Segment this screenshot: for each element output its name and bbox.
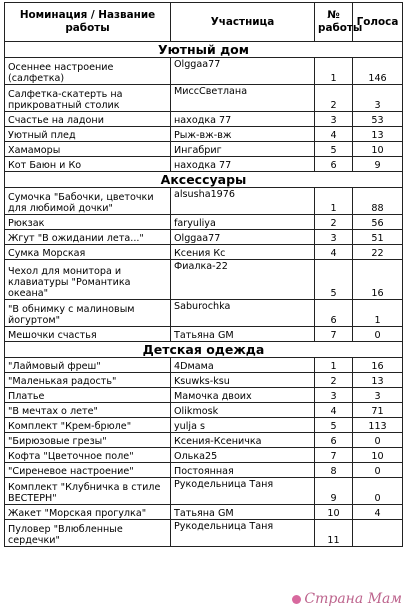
votes-cell: 16 [353, 260, 403, 300]
section-row [5, 172, 403, 188]
work-title-cell: Осеннее настроение (салфетка) [5, 58, 171, 85]
participant-cell: МиссСветлана [171, 85, 315, 112]
table-row [5, 85, 403, 112]
work-title-cell: "Бирюзовые грезы" [5, 433, 171, 448]
votes-cell: 56 [353, 215, 403, 230]
work-number-cell: 1 [315, 188, 353, 215]
table-row [5, 388, 403, 403]
table-row [5, 245, 403, 260]
table-row [5, 463, 403, 478]
work-number-cell: 1 [315, 58, 353, 85]
work-title-cell: Пуловер "Влюбленные сердечки" [5, 520, 171, 547]
votes-cell: 53 [353, 112, 403, 127]
work-number-cell: 11 [315, 520, 353, 547]
votes-cell: 0 [353, 327, 403, 342]
participant-cell: Olggaa77 [171, 58, 315, 85]
participant-cell: Ksuwks-ksu [171, 373, 315, 388]
votes-cell: 51 [353, 230, 403, 245]
section-title: Детская одежда [5, 342, 403, 358]
work-title-cell: "В мечтах о лете" [5, 403, 171, 418]
site-watermark: Страна Мам [292, 591, 402, 607]
table-row [5, 300, 403, 327]
participant-cell: Olikmosk [171, 403, 315, 418]
work-title-cell: Сумочка "Бабочки, цветочки для любимой дочки" [5, 188, 171, 215]
participant-cell: Мамочка двоих [171, 388, 315, 403]
work-title-cell: Счастье на ладони [5, 112, 171, 127]
section-title: Уютный дом [5, 42, 403, 58]
participant-cell: faryuliya [171, 215, 315, 230]
table-row [5, 260, 403, 300]
work-number-cell: 6 [315, 300, 353, 327]
table-row [5, 142, 403, 157]
work-title-cell: "Маленькая радость" [5, 373, 171, 388]
table-row [5, 418, 403, 433]
work-number-cell: 10 [315, 505, 353, 520]
table-body [5, 42, 403, 547]
participant-cell: Олька25 [171, 448, 315, 463]
table-row [5, 215, 403, 230]
votes-cell: 10 [353, 142, 403, 157]
participant-cell: Рыж-вж-вж [171, 127, 315, 142]
votes-cell: 10 [353, 448, 403, 463]
work-title-cell: Жгут "В ожидании лета..." [5, 230, 171, 245]
work-title-cell: Платье [5, 388, 171, 403]
participant-cell: Постоянная [171, 463, 315, 478]
participant-cell: находка 77 [171, 112, 315, 127]
work-number-cell: 5 [315, 142, 353, 157]
work-number-cell: 3 [315, 388, 353, 403]
work-number-cell: 4 [315, 403, 353, 418]
work-number-cell: 6 [315, 157, 353, 172]
table-row [5, 520, 403, 547]
work-number-cell: 2 [315, 373, 353, 388]
votes-cell: 0 [353, 478, 403, 505]
work-number-cell: 3 [315, 230, 353, 245]
work-title-cell: Сумка Морская [5, 245, 171, 260]
votes-cell: 113 [353, 418, 403, 433]
votes-cell: 146 [353, 58, 403, 85]
table-row [5, 157, 403, 172]
table-row [5, 478, 403, 505]
work-number-cell: 8 [315, 463, 353, 478]
work-title-cell: Кот Баюн и Ко [5, 157, 171, 172]
heart-logo-icon [292, 595, 301, 604]
table-row [5, 188, 403, 215]
participant-cell: Ингабриг [171, 142, 315, 157]
votes-cell: 16 [353, 358, 403, 373]
table-row [5, 327, 403, 342]
work-title-cell: Мешочки счастья [5, 327, 171, 342]
work-title-cell: Кофта "Цветочное поле" [5, 448, 171, 463]
votes-cell [353, 520, 403, 547]
work-title-cell: "Сиреневое настроение" [5, 463, 171, 478]
table-row [5, 112, 403, 127]
participant-cell: Ксения-Ксеничка [171, 433, 315, 448]
participant-cell: Татьяна GM [171, 505, 315, 520]
participant-cell: Фиалка-22 [171, 260, 315, 300]
work-number-cell: 1 [315, 358, 353, 373]
work-number-cell: 7 [315, 327, 353, 342]
participant-cell: yulja s [171, 418, 315, 433]
votes-cell: 88 [353, 188, 403, 215]
table-row [5, 433, 403, 448]
votes-cell: 13 [353, 127, 403, 142]
votes-cell: 0 [353, 433, 403, 448]
work-title-cell: "Лаймовый фреш" [5, 358, 171, 373]
participant-cell: Рукодельница Таня [171, 478, 315, 505]
header-participant: Участница [171, 3, 315, 42]
header-row [5, 3, 403, 42]
votes-cell: 1 [353, 300, 403, 327]
section-title: Аксессуары [5, 172, 403, 188]
table-row [5, 127, 403, 142]
table-row [5, 373, 403, 388]
table-row [5, 358, 403, 373]
table-row [5, 403, 403, 418]
work-number-cell: 3 [315, 112, 353, 127]
header-nomination: Номинация / Название работы [5, 3, 171, 42]
work-number-cell: 4 [315, 245, 353, 260]
votes-cell: 0 [353, 463, 403, 478]
work-number-cell: 6 [315, 433, 353, 448]
header-votes: Голоса [353, 3, 403, 42]
section-row [5, 342, 403, 358]
work-title-cell: Комплект "Крем-брюле" [5, 418, 171, 433]
table-row [5, 230, 403, 245]
votes-cell: 4 [353, 505, 403, 520]
work-number-cell: 2 [315, 85, 353, 112]
participant-cell: Рукодельница Таня [171, 520, 315, 547]
section-row [5, 42, 403, 58]
votes-cell: 3 [353, 388, 403, 403]
table-row [5, 448, 403, 463]
participant-cell: Ксения Кс [171, 245, 315, 260]
results-table [4, 2, 403, 547]
votes-cell: 9 [353, 157, 403, 172]
table-row [5, 505, 403, 520]
participant-cell: Saburochka [171, 300, 315, 327]
work-title-cell: "В обнимку с малиновым йогуртом" [5, 300, 171, 327]
work-title-cell: Хамаморы [5, 142, 171, 157]
participant-cell: alsusha1976 [171, 188, 315, 215]
work-title-cell: Комплект "Клубничка в стиле ВЕСТЕРН" [5, 478, 171, 505]
participant-cell: Татьяна GM [171, 327, 315, 342]
table-row [5, 58, 403, 85]
work-number-cell: 9 [315, 478, 353, 505]
work-number-cell: 7 [315, 448, 353, 463]
work-title-cell: Жакет "Морская прогулка" [5, 505, 171, 520]
work-number-cell: 4 [315, 127, 353, 142]
work-title-cell: Чехол для монитора и клавиатуры "Романтика океана" [5, 260, 171, 300]
votes-cell: 3 [353, 85, 403, 112]
work-number-cell: 5 [315, 418, 353, 433]
work-title-cell: Салфетка-скатерть на прикроватный столик [5, 85, 171, 112]
work-title-cell: Рюкзак [5, 215, 171, 230]
participant-cell: 4Dмама [171, 358, 315, 373]
participant-cell: находка 77 [171, 157, 315, 172]
work-title-cell: Уютный плед [5, 127, 171, 142]
votes-cell: 13 [353, 373, 403, 388]
participant-cell: Olggaa77 [171, 230, 315, 245]
votes-cell: 71 [353, 403, 403, 418]
work-number-cell: 5 [315, 260, 353, 300]
votes-cell: 22 [353, 245, 403, 260]
work-number-cell: 2 [315, 215, 353, 230]
header-work-number: № работы [315, 3, 353, 42]
